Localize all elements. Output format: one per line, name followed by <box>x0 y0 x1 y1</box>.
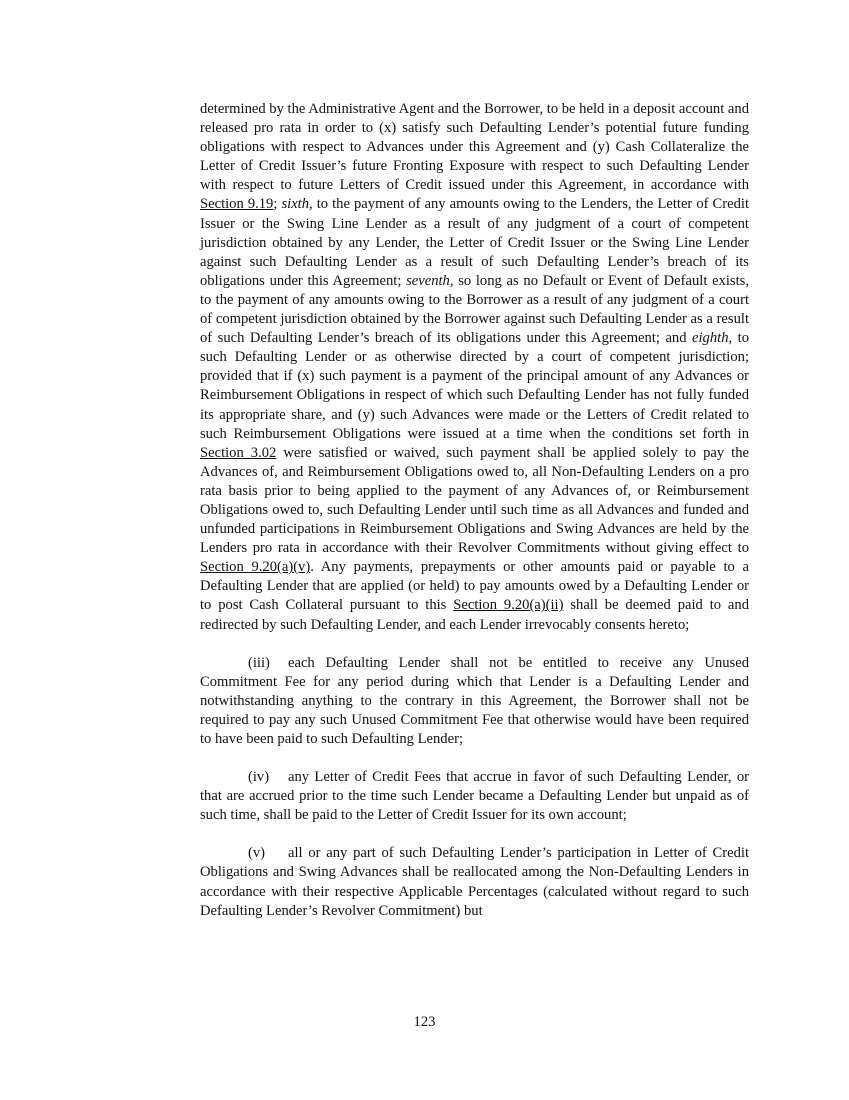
page-number: 123 <box>413 1014 436 1030</box>
text-run: shall be deemed paid to and redirected by such Defaulting Lender, and each Lender irrevocably consents hereto; <box>200 597 749 633</box>
item-number: (v) <box>248 845 266 862</box>
section-reference: Section 9.20(a)(v) <box>200 559 311 576</box>
document-page <box>200 100 749 921</box>
text-run: , so long as no Default or Event of Default exists, to the payment of any amounts owing to the Borrower as a result of any judgment of a court of competent jurisdiction obtained by the Borrower against such Defaulting Lender as a result of such Defaulting Lender’s breach of its obligations under this Agreement; and <box>200 272 749 347</box>
item-text: any Letter of Credit Fees that accrue in favor of such Defaulting Lender, or that are accrued prior to the time such Lender became a Defaulting Lender but unpaid as of such time, shall be paid to the Letter of Credit Issuer for its own account; <box>200 769 749 824</box>
list-item-v <box>200 844 749 920</box>
list-item-iii <box>200 654 749 749</box>
text-run: , to such Defaulting Lender or as otherwise directed by a court of competent jurisdiction; provided that if (x) such payment is a payment of the principal amount of any Advances or Reimbursement Obligations in respect of which such Defaulting Lender has not fully funded its appropriate share, and (y) such Advances were made or the Letters of Credit related to such Reimbursement Obligations were issued at a time when the conditions set forth in <box>200 330 749 442</box>
section-reference: Section 3.02 <box>200 444 277 461</box>
ordinal-term: eighth <box>692 330 729 347</box>
text-run: determined by the Administrative Agent and the Borrower, to be held in a deposit account and released pro rata in order to (x) satisfy such Defaulting Lender’s potential future funding obligations with respect to Advances under this Agreement and (y) Cash Collateralize the Letter of Credit Issuer’s future Fronting Exposure with respect to such Defaulting Lender with respect to future Letters of Credit issued under this Agreement, in accordance with <box>200 101 749 194</box>
section-reference: Section 9.20(a)(ii) <box>453 597 564 614</box>
ordinal-term: seventh <box>406 272 450 289</box>
text-run: ; <box>273 196 282 213</box>
section-reference: Section 9.19 <box>200 196 274 213</box>
item-text: each Defaulting Lender shall not be entitled to receive any Unused Commitment Fee for any period during which that Lender is a Defaulting Lender and notwithstanding anything to the contrary in this Agreement, the Borrower shall not be required to pay any such Unused Commitment Fee that otherwise would have been required to have been paid to such Defaulting Lender; <box>200 654 749 747</box>
text-run: . Any payments, prepayments or other amounts paid or payable to a Defaulting Lender that are applied (or held) to pay amounts owed by a Defaulting Lender or to post Cash Collateral pursuant to this <box>200 559 749 614</box>
paragraph-continuation <box>200 100 749 635</box>
item-number: (iii) <box>248 654 270 671</box>
list-item-iv <box>200 768 749 825</box>
text-run: were satisfied or waived, such payment shall be applied solely to pay the Advances of, and Reimbursement Obligations owed to, all Non-Defaulting Lenders on a pro rata basis prior to being applied to the payment of any Advances of, or Reimbursement Obligations owed to, such Defaulting Lender until such time as all Advances and funded and unfunded participations in Reimbursement Obligations and Swing Advances are held by the Lenders pro rata in accordance with their Revolver Commitments without giving effect to <box>200 444 749 557</box>
text-run: , to the payment of any amounts owing to the Lenders, the Letter of Credit Issuer or the Swing Line Lender as a result of any judgment of a court of competent jurisdiction obtained by any Lender, the Letter of Credit Issuer or the Swing Line Lender against such Defaulting Lender as a result of such Defaulting Lender’s breach of its obligations under this Agreement; <box>200 196 749 289</box>
item-number: (iv) <box>248 769 270 786</box>
ordinal-term: sixth <box>281 196 310 213</box>
item-text: all or any part of such Defaulting Lender’s participation in Letter of Credit Obligations and Swing Advances shall be reallocated among the Non-Defaulting Lenders in accordance with their respective Applicable Percentages (calculated without regard to such Defaulting Lender’s Revolver Commitment) but <box>200 845 749 919</box>
